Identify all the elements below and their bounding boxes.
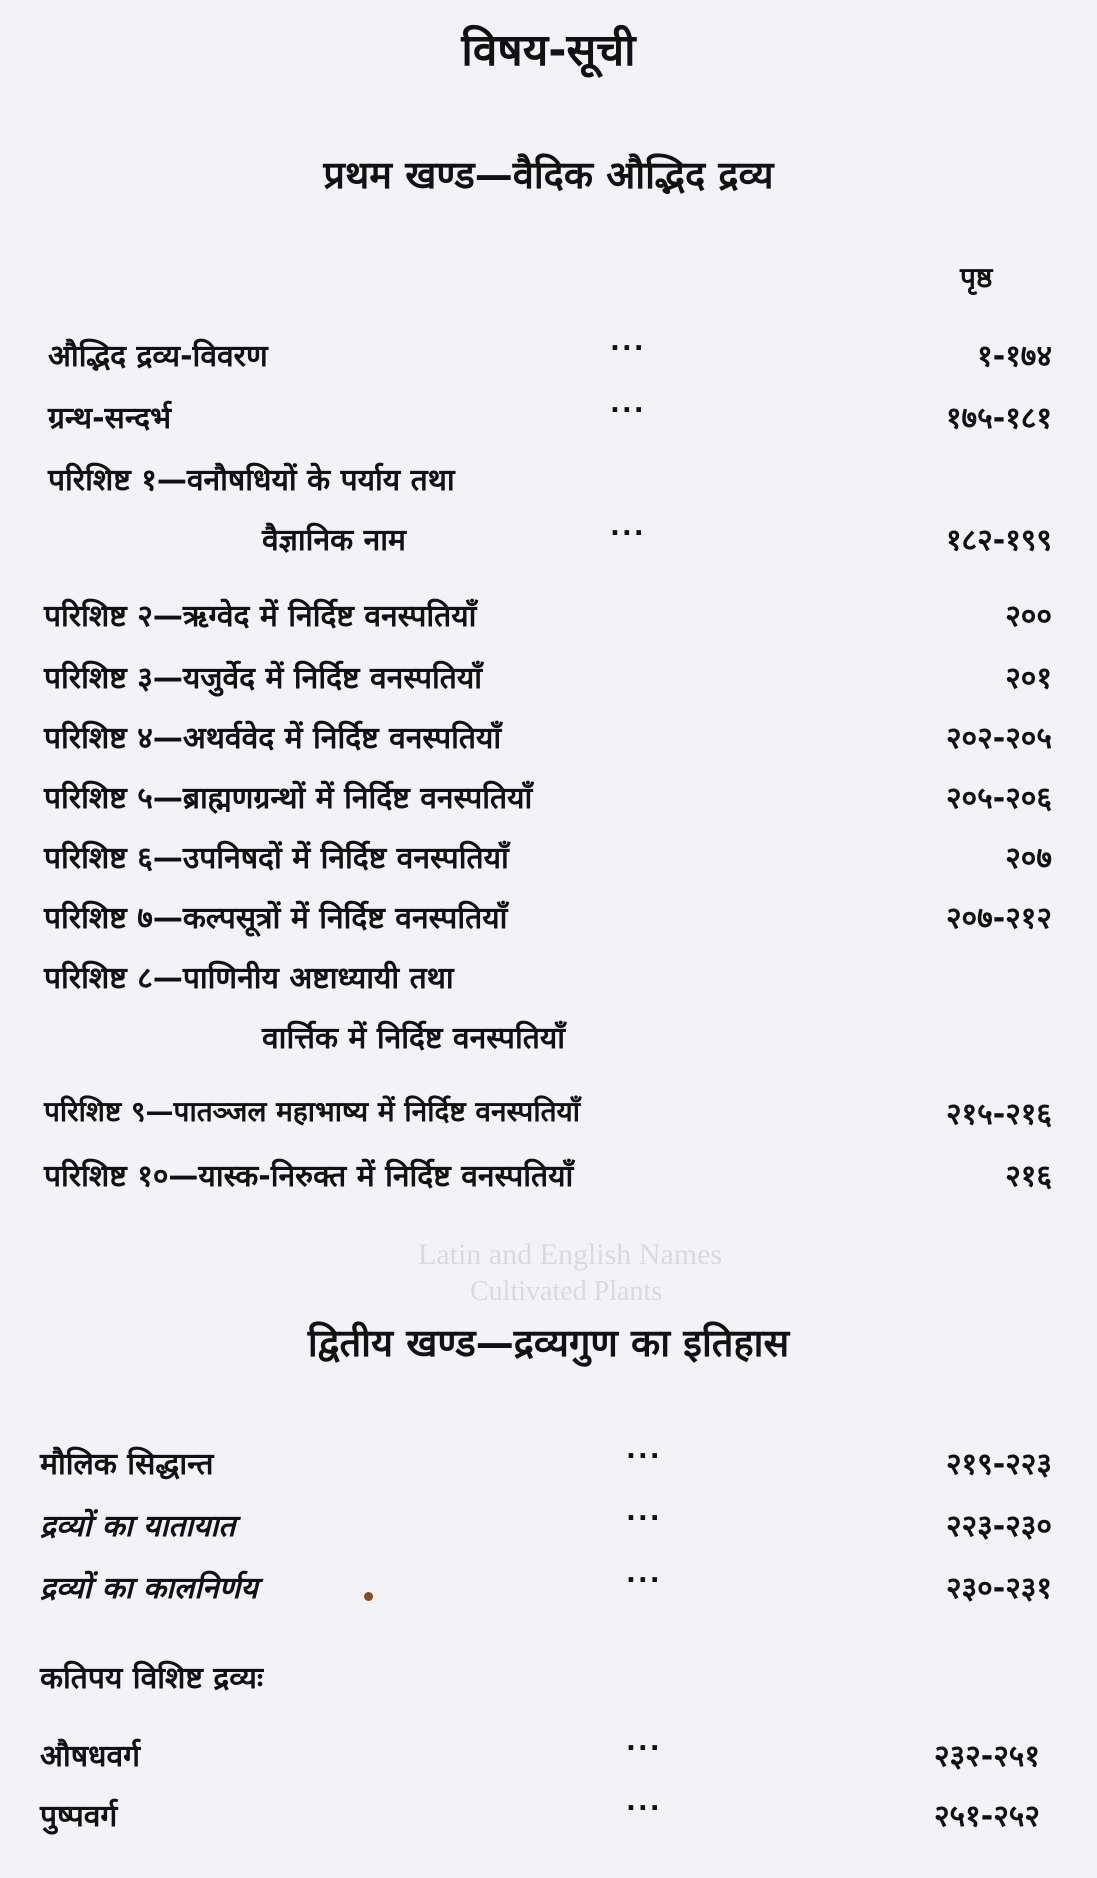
toc-entry-label: मौलिक सिद्धान्त [40,1447,214,1482]
toc-page-range: २०० [1005,599,1052,634]
toc-entry-label: परिशिष्ट ४—अथर्ववेद में निर्दिष्ट वनस्पतियाँ [44,721,502,756]
toc-page-range: २१९-२२३ [945,1447,1052,1482]
toc-page-range: २१६ [1005,1159,1052,1194]
toc-leader-dots: ... [610,389,646,419]
toc-entry-label: पुष्पवर्ग [40,1799,118,1834]
toc-entry-label: ग्रन्थ-सन्दर्भ [48,401,172,436]
toc-entry-label: द्रव्यों का यातायात [40,1509,236,1544]
toc-leader-dots: ... [626,1497,662,1527]
toc-page-range: २०२-२०५ [945,721,1052,756]
toc-leader-dots: ... [610,512,646,542]
section-heading-2: द्वितीय खण्ड—द्रव्यगुण का इतिहास [307,1321,790,1365]
toc-leader-dots: ... [626,1435,662,1465]
show-through-text: Latin and English Names [418,1238,723,1271]
toc-entry-label: परिशिष्ट ६—उपनिषदों में निर्दिष्ट वनस्पतियाँ [44,841,509,876]
toc-leader-dots: ... [626,1727,662,1757]
toc-page-range: २५१-२५२ [933,1799,1040,1834]
page-title: विषय-सूची [461,25,636,76]
toc-page-range: २०७-२१२ [945,901,1052,936]
subsection-heading: कतिपय विशिष्ट द्रव्यः [40,1661,264,1696]
toc-page-range: २०१ [1005,661,1052,696]
toc-page-range: २२३-२३० [945,1509,1052,1544]
toc-entry-label: औद्भिद द्रव्य-विवरण [48,339,268,374]
toc-entry-label: परिशिष्ट २—ऋग्वेद में निर्दिष्ट वनस्पतियाँ [44,599,477,634]
ink-stain [364,1592,373,1601]
toc-page-range: २३०-२३१ [945,1571,1052,1606]
toc-page-range: २०५-२०६ [945,781,1052,816]
toc-entry-label: परिशिष्ट १—वनौषधियों के पर्याय तथा [48,463,455,498]
toc-page-range: २१५-२१६ [945,1097,1052,1132]
toc-page-range: १-१७४ [977,339,1052,374]
toc-entry-label: परिशिष्ट ७—कल्पसूत्रों में निर्दिष्ट वनस्पतियाँ [44,901,508,936]
toc-entry-label: परिशिष्ट ९—पातञ्जल महाभाष्य में निर्दिष्ट वनस्पतियाँ [44,1095,581,1128]
toc-page-range: १८२-१९९ [945,523,1052,558]
toc-leader-dots: ... [610,327,646,357]
toc-entry-label-continued: वैज्ञानिक नाम [262,523,406,558]
toc-entry-label: परिशिष्ट ५—ब्राह्मणग्रन्थों में निर्दिष्ट वनस्पतियाँ [44,781,533,816]
toc-entry-label: द्रव्यों का कालनिर्णय [40,1571,258,1606]
toc-entry-label: औषधवर्ग [40,1739,141,1774]
toc-entry-label-continued: वार्त्तिक में निर्दिष्ट वनस्पतियाँ [262,1021,565,1056]
section-heading-1: प्रथम खण्ड—वैदिक औद्भिद द्रव्य [323,153,774,197]
toc-entry-label: परिशिष्ट ३—यजुर्वेद में निर्दिष्ट वनस्पतियाँ [44,661,483,696]
toc-page-range: २०७ [1005,841,1052,876]
toc-entry-label: परिशिष्ट ८—पाणिनीय अष्टाध्यायी तथा [44,961,454,996]
toc-page-range: १७५-१८१ [945,401,1052,436]
toc-leader-dots: ... [626,1787,662,1817]
toc-entry-label: परिशिष्ट १०—यास्क-निरुक्त में निर्दिष्ट वनस्पतियाँ [44,1159,574,1194]
toc-page-range: २३२-२५१ [933,1739,1040,1774]
toc-leader-dots: ... [626,1559,662,1589]
page-column-header: पृष्ठ [960,261,993,294]
show-through-text: Cultivated Plants [470,1276,663,1307]
